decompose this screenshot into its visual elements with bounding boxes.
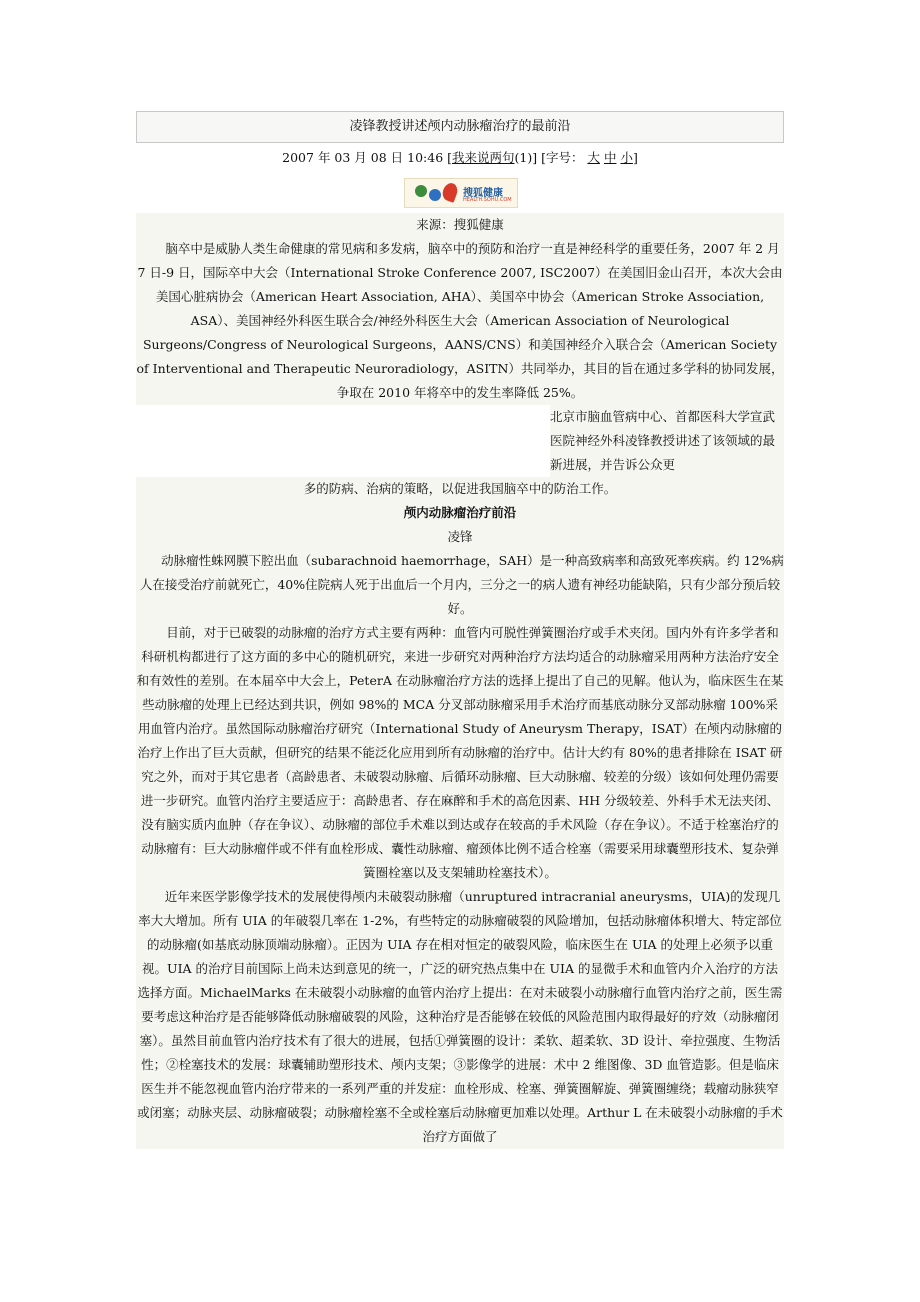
section-heading: 颅内动脉瘤治疗前沿 — [403, 505, 517, 520]
paragraph-intro: 脑卒中是威胁人类生命健康的常见病和多发病，脑卒中的预防和治疗一直是神经科学的重要任务，2007 年 2 月 7 日-9 日，国际卒中大会（International Stroke Conference 2007, ISC2007）在美国旧金山召开，本次大会由美国心脏病协会（American Heart Association, AHA）、美国卒中协会（American Stroke Association, ASA）、美国神经外科医生联合会/神经外科医生大会（American Association of Neurological Surgeons/Congress of Neurological Surgeons，AANS/CNS）和美国神经介入联合会（American Society of Interventional and Therapeutic Neuroradiology，ASITN）共同举办，其目的旨在通过多学科的协同发展，争取在 2010 年将卒中的发生率降低 25%。 — [136, 241, 784, 400]
article-body — [136, 213, 784, 1149]
meta-close: ] — [632, 150, 638, 165]
article-title: 凌锋教授讲述颅内动脉瘤治疗的最前沿 — [136, 111, 784, 143]
logo-green-dot — [415, 185, 427, 197]
sohu-health-logo — [404, 178, 518, 208]
font-size-large-link[interactable]: 大 — [587, 150, 600, 165]
publish-date: 2007 年 03 月 08 日 10:46 [ — [282, 150, 452, 165]
font-size-medium-link[interactable]: 中 — [603, 150, 617, 165]
logo-subtext: HEALTH.SOHU.COM — [463, 197, 512, 203]
logo-red-swirl-icon — [440, 181, 459, 203]
comment-link[interactable]: 我来说两句 — [452, 150, 515, 165]
paragraph-sah: 动脉瘤性蛛网膜下腔出血（subarachnoid haemorrhage，SAH）是一种高致病率和高致死率疾病。约 12%病人在接受治疗前就死亡，40%住院病人死于出血后一个月内，三分之一的病人遗有神经功能缺陷，只有少部分预后较好。 — [139, 553, 784, 616]
float-wrap — [136, 405, 784, 477]
comment-count: (1)] [字号： — [514, 150, 584, 165]
section-author: 凌锋 — [447, 529, 473, 544]
font-size-small-link[interactable]: 小 — [620, 150, 633, 165]
article-source: 来源：搜狐健康 — [416, 217, 504, 232]
logo-blue-dot — [429, 189, 441, 201]
paragraph-treatment: 目前，对于已破裂的动脉瘤的治疗方式主要有两种：血管内可脱性弹簧圈治疗或手术夹闭。国内外有许多学者和科研机构都进行了这方面的多中心的随机研究，来进一步研究对两种治疗方法均适合的动脉瘤采用两种方法治疗安全和有效性的差别。在本届卒中大会上，PeterA 在动脉瘤治疗方法的选择上提出了自己的见解。他认为，临床医生在某些动脉瘤的处理上已经达到共识，例如 98%的 MCA 分叉部动脉瘤采用手术治疗而基底动脉分叉部动脉瘤 100%采用血管内治疗。虽然国际动脉瘤治疗研究（International Study of Aneurysm Therapy，ISAT）在颅内动脉瘤的治疗上作出了巨大贡献，但研究的结果不能泛化应用到所有动脉瘤的治疗中。估计大约有 80%的患者排除在 ISAT 研究之外，而对于其它患者（高龄患者、未破裂动脉瘤、后循环动脉瘤、巨大动脉瘤、较差的分级）该如何处理仍需要进一步研究。血管内治疗主要适应于：高龄患者、存在麻醉和手术的高危因素、HH 分级较差、外科手术无法夹闭、没有脑实质内血肿（存在争议）、动脉瘤的部位手术难以到达或存在较高的手术风险（存在争议）。不适于栓塞治疗的动脉瘤有：巨大动脉瘤伴或不伴有血栓形成、囊性动脉瘤、瘤颈体比例不适合栓塞（需要采用球囊塑形技术、复杂弹簧圈栓塞以及支架辅助栓塞技术）。 — [136, 625, 784, 880]
logo-text: 搜狐健康 — [463, 188, 503, 199]
paragraph-expert-right: 北京市脑血管病中心、首都医科大学宣武医院神经外科凌锋教授讲述了该领域的最新进展，并告诉公众更 — [550, 405, 784, 477]
paragraph-expert-tail: 多的防病、治病的策略，以促进我国脑卒中的防治工作。 — [303, 481, 617, 496]
article-meta — [136, 148, 784, 166]
paragraph-uia: 近年来医学影像学技术的发展使得颅内未破裂动脉瘤（unruptured intracranial aneurysms，UIA)的发现几率大大增加。所有 UIA 的年破裂几率在 1-2%，有些特定的动脉瘤破裂的风险增加，包括动脉瘤体积增大、特定部位的动脉瘤(如基底动脉顶端动脉瘤）。正因为 UIA 存在相对恒定的破裂风险，临床医生在 UIA 的处理上必须予以重视。UIA 的治疗目前国际上尚未达到意见的统一，广泛的研究热点集中在 UIA 的显微手术和血管内介入治疗的方法选择方面。MichaelMarks 在未破裂小动脉瘤的血管内治疗上提出：在对未破裂小动脉瘤行血管内治疗之前，医生需要考虑这种治疗是否能够降低动脉瘤破裂的风险，这种治疗是否能够在较低的风险范围内取得最好的疗效（动脉瘤闭塞）。虽然目前血管内治疗技术有了很大的进展，包括①弹簧圈的设计：柔软、超柔软、3D 设计、牵拉强度、生物活性；②栓塞技术的发展：球囊辅助塑形技术、颅内支架；③影像学的进展：术中 2 维图像、3D 血管造影。但是临床医生并不能忽视血管内治疗带来的一系列严重的并发症：血栓形成、栓塞、弹簧圈解旋、弹簧圈缠绕；载瘤动脉狭窄或闭塞；动脉夹层、动脉瘤破裂；动脉瘤栓塞不全或栓塞后动脉瘤更加难以处理。Arthur L 在未破裂小动脉瘤的手术治疗方面做了 — [137, 889, 783, 1144]
